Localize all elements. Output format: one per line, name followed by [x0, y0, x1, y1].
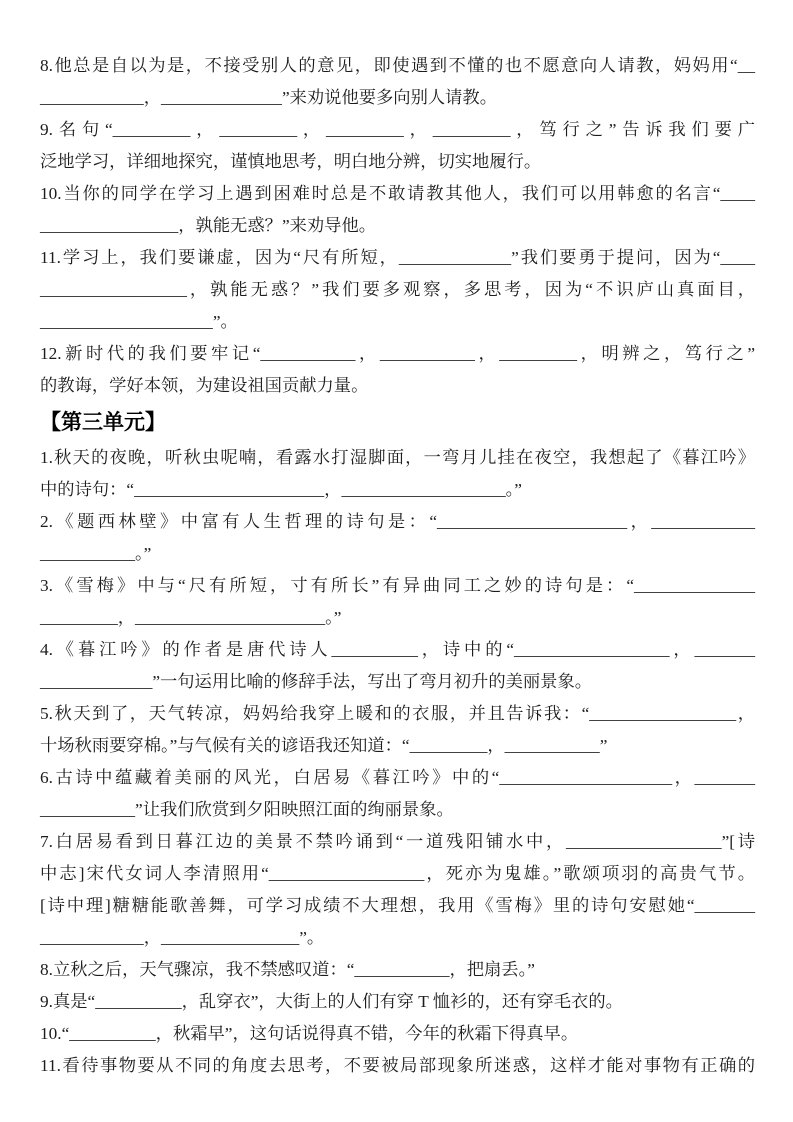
exercise-line: ________________，孰能无惑？”来劝导他。	[40, 216, 377, 235]
exercise-line: 6.古诗中蕴藏着美丽的风光，白居易《暮江吟》中的“____________________，_______	[40, 768, 755, 787]
exercise-line: ____________，______________”来劝说他要多向别人请教。	[40, 88, 497, 107]
exercise-line: 9.真是“__________，乱穿衣”，大街上的人们有穿 T 恤衫的，还有穿毛衣的。	[40, 992, 623, 1011]
exercise-line: 泛地学习，详细地探究，谨慎地思考，明白地分辨，切实地履行。	[40, 152, 542, 171]
exercise-line: 的教诲，学好本领，为建设祖国贡献力量。	[40, 376, 369, 395]
exercise-line: ____________________”。	[40, 312, 238, 331]
exercise-line: 10.“__________，秋霜早”，这句话说得真不错，今年的秋霜下得真早。	[40, 1024, 579, 1043]
exercise-line: 十场秋雨要穿棉。”与气候有关的谚语我还知道：“_________，___________”	[40, 736, 608, 755]
exercise-line: _____________”一句运用比喻的修辞手法，写出了弯月初升的美丽景象。	[40, 672, 593, 691]
exercise-line: 11.学习上，我们要谦虚，因为“尺有所短，_____________”我们要勇于提问，因为“____	[40, 248, 755, 267]
unit-2-exercises	[40, 50, 755, 402]
exercise-line: 10.当你的同学在学习上遇到困难时总是不敢请教其他人，我们可以用韩愈的名言“____	[40, 184, 755, 203]
unit-3-exercises	[40, 442, 755, 1082]
exercise-line: 9.名句“_________，_________，_________，_________，笃行之”告诉我们要广	[40, 120, 755, 139]
exercise-line: 5.秋天到了，天气转凉，妈妈给我穿上暖和的衣服，并且告诉我：“_________________，	[40, 704, 755, 723]
exercise-line: 1.秋天的夜晚，听秋虫呢喃，看露水打湿脚面，一弯月儿挂在夜空，我想起了《暮江吟》	[40, 448, 755, 467]
exercise-line: 3.《雪梅》中与“尺有所短，寸有所长”有异曲同工之妙的诗句是：“______________	[40, 576, 755, 595]
exercise-line: 中志]宋代女词人李清照用“__________________，死亦为鬼雄。”歌颂项羽的高贵气节。	[40, 864, 755, 883]
exercise-line: 12.新时代的我们要牢记“___________，___________，_________，明辨之，笃行之”	[40, 344, 755, 363]
exercise-line: 11.看待事物要从不同的角度去思考，不要被局部现象所迷惑，这样才能对事物有正确的	[40, 1056, 755, 1075]
exercise-line: 中的诗句：“______________________，___________________。”	[40, 480, 522, 499]
exercise-line: 7.白居易看到日暮江边的美景不禁吟诵到“一道残阳铺水中，__________________”[诗	[40, 832, 755, 851]
exercise-line: 4.《暮江吟》的作者是唐代诗人__________，诗中的“__________________，_______	[40, 640, 755, 659]
exercise-line: _________，______________________。”	[40, 608, 342, 627]
exercise-line: 2.《题西林壁》中富有人生哲理的诗句是：“______________________，____________	[40, 512, 755, 531]
exercise-line: ___________”让我们欣赏到夕阳映照江面的绚丽景象。	[40, 800, 454, 819]
exercise-line: ____________，________________”。	[40, 928, 325, 947]
exercise-line: _________________，孰能无惑？”我们要多观察，多思考，因为“不识庐山真面目，	[40, 280, 755, 299]
unit-3-section-header: 【第三单元】	[40, 411, 166, 434]
exercise-line: 8.他总是自以为是，不接受别人的意见，即使遇到不懂的也不愿意向人请教，妈妈用“__	[40, 56, 755, 75]
exercise-line: [诗中理]糖糖能歌善舞，可学习成绩不大理想，我用《雪梅》里的诗句安慰她“_______	[40, 896, 755, 915]
exercise-line: 8.立秋之后，天气骤凉，我不禁感叹道：“___________，把扇丢。”	[40, 960, 535, 979]
exercise-line: ___________。”	[40, 544, 152, 563]
